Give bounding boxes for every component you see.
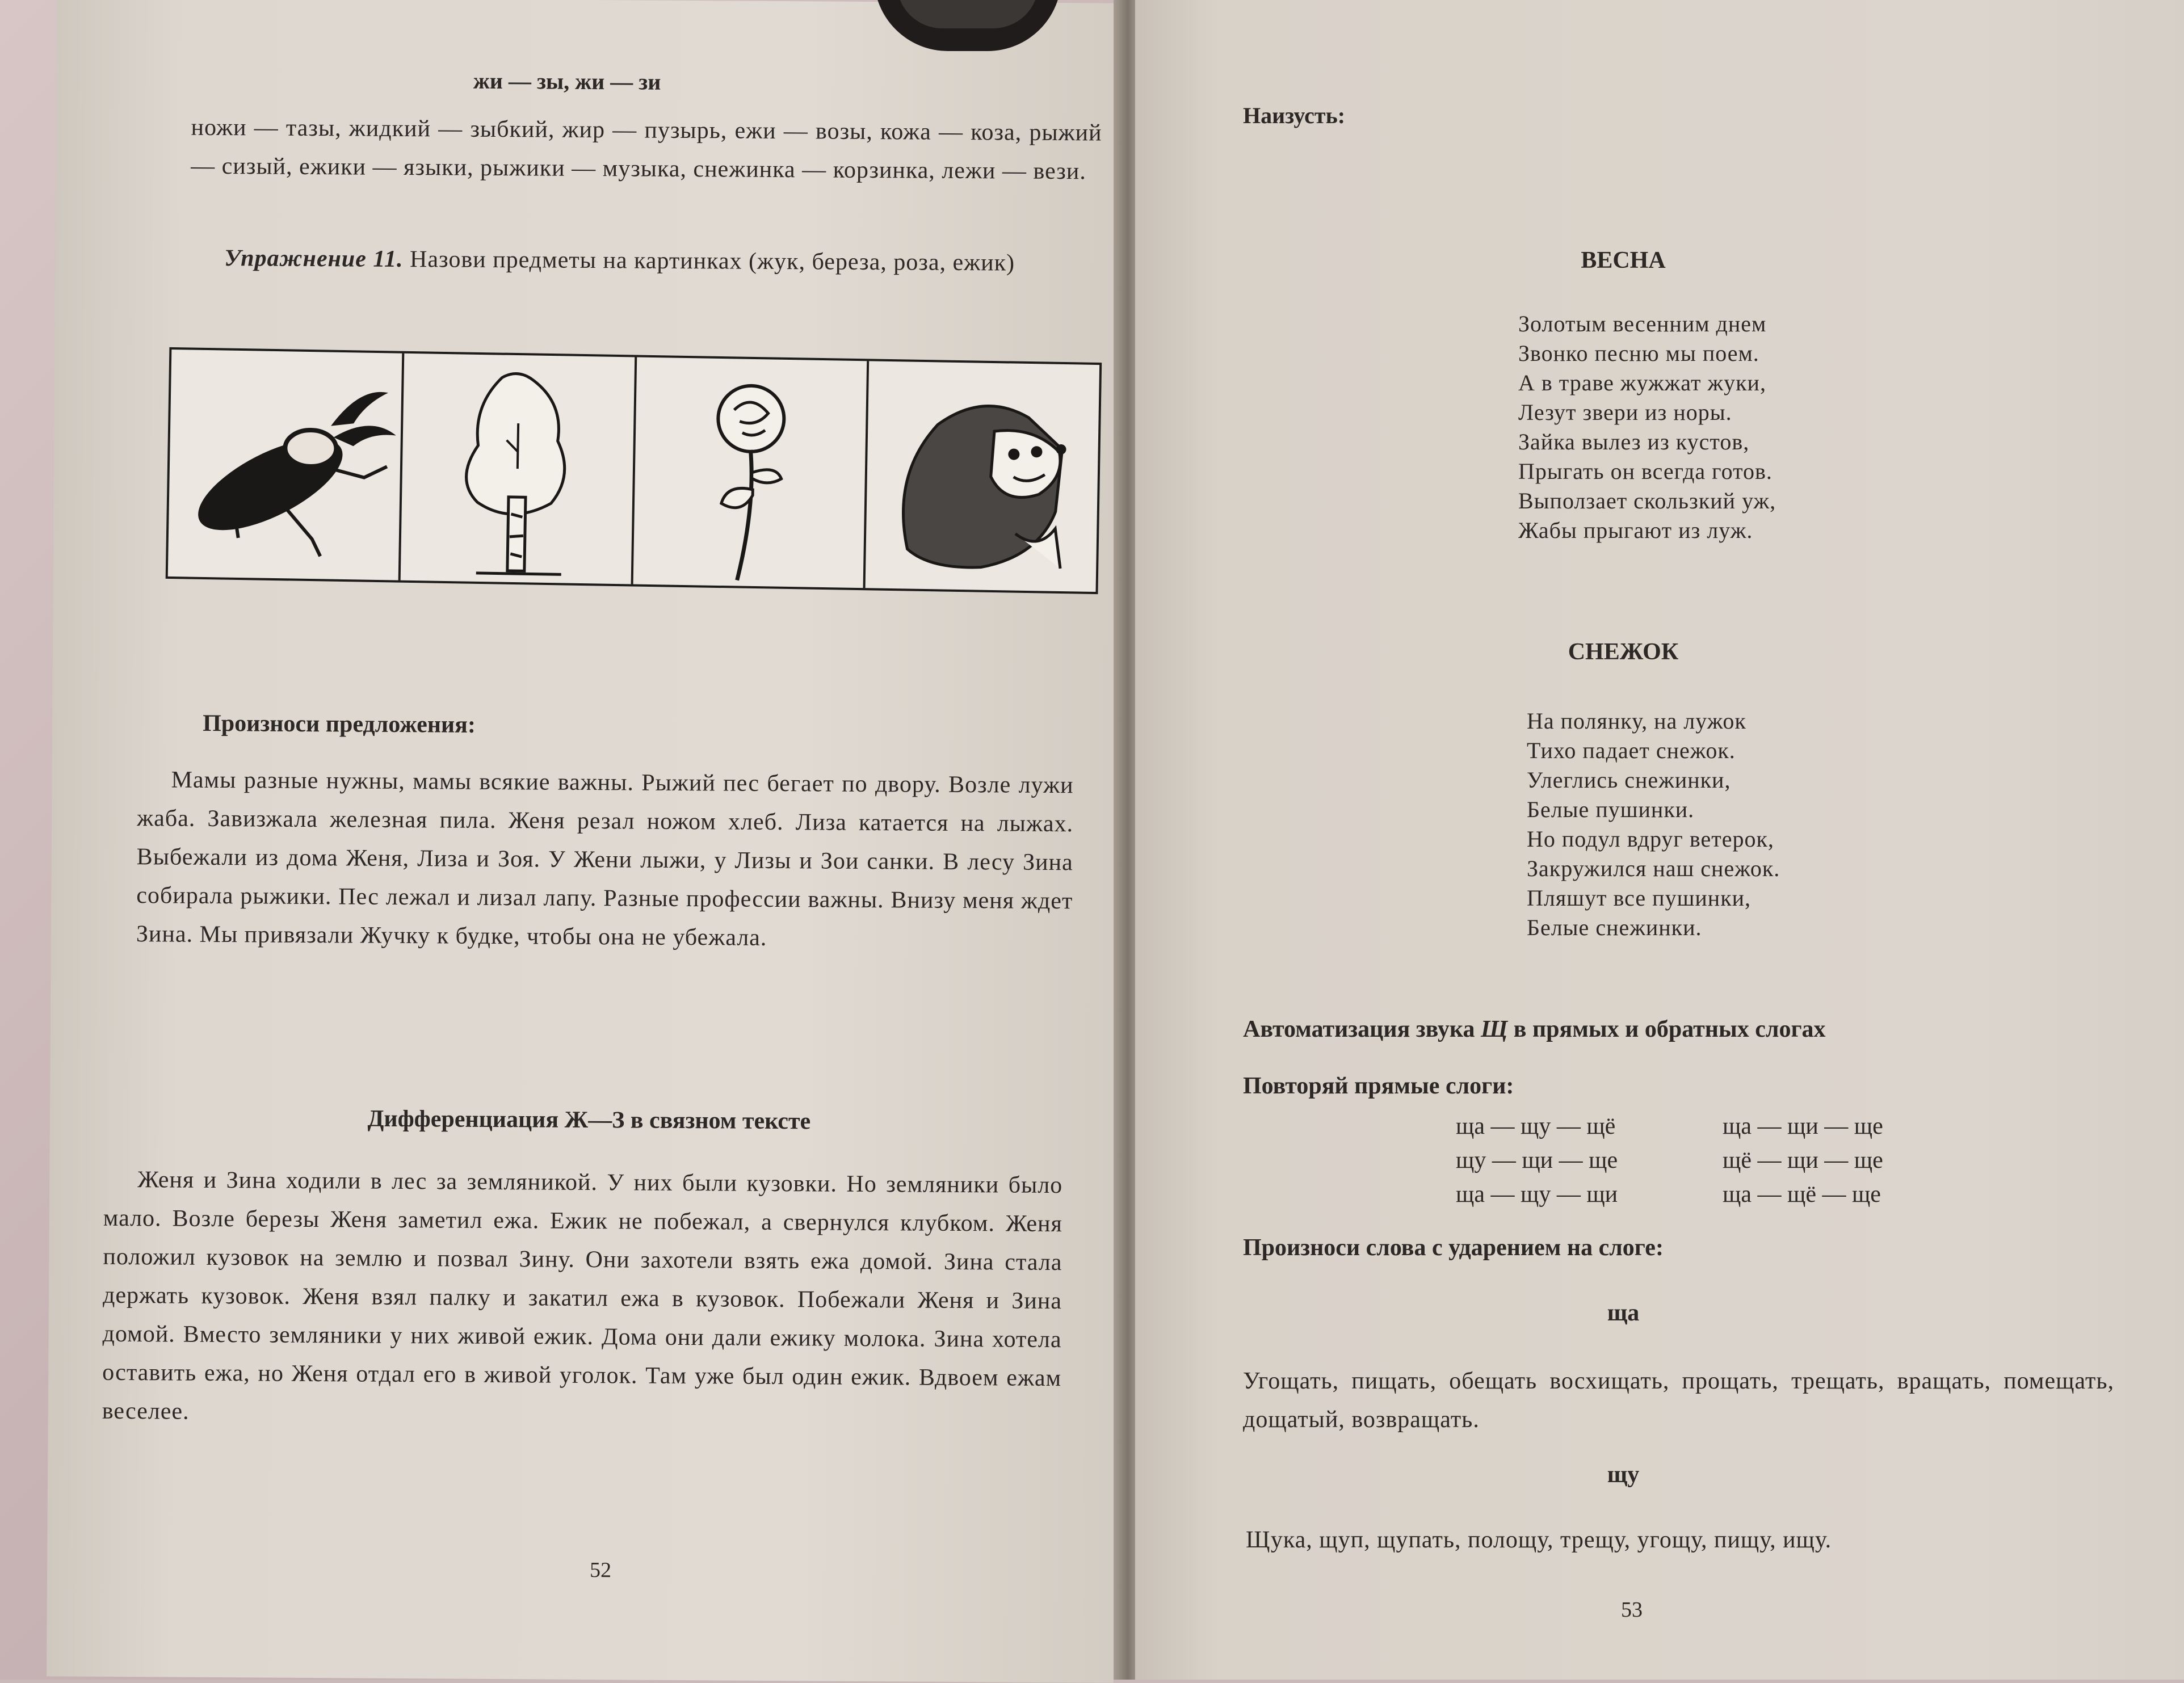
poem-vesna-title: ВЕСНА (1581, 247, 1666, 274)
automation-heading-pre: Автоматизация звука (1243, 1016, 1481, 1042)
hedgehog-icon (866, 361, 1099, 592)
left-page-heading: жи — зы, жи — зи (473, 68, 661, 95)
syllable-sha-heading: ща (1607, 1300, 1640, 1326)
poem-line: Тихо падает снежок. (1527, 738, 1736, 763)
exercise-label: Упражнение 11. (224, 245, 404, 272)
poem-line: Жабы прыгают из луж. (1518, 517, 1753, 543)
syllable-cell: ща — щё — ще (1723, 1181, 1881, 1207)
syllable-cell: ща — щу — щи (1456, 1181, 1618, 1207)
picture-beetle (168, 350, 404, 580)
birch-icon (400, 354, 634, 584)
page-number-right: 53 (1621, 1598, 1643, 1622)
words-shu: Щука, щуп, щупать, полощу, трещу, угощу, пищу, ищу. (1246, 1527, 1832, 1553)
poem-line: Белые снежинки. (1527, 915, 1702, 940)
differentiation-text: Женя и Зина ходили в лес за земляникой. У них были кузовки. Но земляники было мало. Возле березы Женя заметил ежа. Ежик не побежал, а свернулся клубком. Женя положил кузовок на землю и позвал Зину. Они захотели взять ежа домой. Зина стала держать кузовок. Женя взял палку и закатил ежа в кузовок. Побежали Женя и Зина домой. Вместо земляники у них живой ежик. Дома они дали ежику молока. Зина хотела оставить ежа, но Женя отдал его в живой уголок. Там уже был один ежик. Вдвоем ежам веселее. (102, 1167, 1063, 1425)
syllables-table (1456, 1109, 1967, 1211)
words-sha: Угощать, пищать, обещать восхищать, прощать, трещать, вращать, помещать, дощатый, возвращать. (1243, 1368, 2114, 1433)
memorize-label: Наизусть: (1243, 103, 1346, 128)
poem-line: Зайка вылез из кустов, (1518, 429, 1750, 455)
poem-line: Прыгать он всегда готов. (1518, 458, 1773, 484)
page-number-left: 52 (589, 1558, 612, 1583)
poem-line: Но подул вдруг ветерок, (1527, 826, 1774, 852)
automation-heading (1243, 1016, 2151, 1043)
syllable-row (1456, 1109, 1967, 1143)
poem-line: Лезут звери из норы. (1518, 399, 1732, 425)
intro-words: ножи — тазы, жидкий — зыбкий, жир — пузырь, ежи — возы, кожа — коза, рыжий — сизый, ежики — языки, рыжики — музыка, снежинка — корзинка, лежи — вези. (191, 114, 1102, 185)
poem-line: На полянку, на лужок (1527, 708, 1746, 734)
syllable-cell: ща — щи — ще (1723, 1113, 1883, 1139)
poem-line: Звонко песню мы поем. (1518, 340, 1759, 366)
stress-heading: Произноси слова с ударением на слоге: (1243, 1235, 1664, 1261)
picture-strip (166, 347, 1102, 594)
rose-icon (633, 357, 867, 588)
picture-hedgehog (866, 361, 1099, 592)
syllable-cell: щу — щи — ще (1456, 1147, 1618, 1173)
poem-line: Закружился наш снежок. (1527, 856, 1780, 881)
automation-heading-post: в прямых и обратных слогах (1507, 1016, 1826, 1042)
syllable-row (1456, 1143, 1967, 1177)
poem-line: А в траве жужжат жуки, (1518, 370, 1766, 395)
left-page (47, 0, 1124, 1683)
poem-line: Выползает скользкий уж, (1518, 488, 1776, 514)
poem-line: Улеглись снежинки, (1527, 767, 1731, 793)
syllable-shu-heading: щу (1607, 1462, 1640, 1488)
poem-snezhok (1527, 706, 1924, 943)
poem-vesna (1518, 309, 1916, 545)
poem-line: Золотым весенним днем (1518, 311, 1767, 336)
repeat-syllables-heading: Повторяй прямые слоги: (1243, 1073, 1514, 1099)
beetle-icon (168, 350, 402, 580)
sentences-heading: Произноси предложения: (203, 710, 476, 738)
syllable-cell: ща — щу — щё (1456, 1113, 1616, 1139)
poem-snezhok-title: СНЕЖОК (1568, 639, 1679, 665)
right-page (1135, 0, 2184, 1680)
picture-birch (400, 354, 636, 584)
syllable-cell: щё — щи — ще (1723, 1147, 1883, 1173)
exercise-text: Назови предметы на картинках (жук, береза, роза, ежик) (403, 246, 1015, 276)
automation-heading-letter: Щ (1481, 1016, 1508, 1042)
poem-line: Пляшут все пушинки, (1527, 885, 1752, 911)
syllable-row (1456, 1177, 1967, 1211)
sentences-text: Мамы разные нужны, мамы всякие важны. Рыжий пес бегает по двору. Возле лужи жаба. Завизжала железная пила. Женя резал ножом хлеб. Лиза катается на лыжах. Выбежали из дома Женя, Лиза и Зоя. У Жени лыжи, у Лизы и Зои санки. В лесу Зина собирала рыжики. Пес лежал и лизал лапу. Разные профессии важны. Внизу меня ждет Зина. Мы привязали Жучку к будке, чтобы она не убежала. (136, 767, 1074, 951)
exercise-11 (190, 239, 1101, 283)
differentiation-heading: Дифференциация Ж—З в связном тексте (367, 1105, 811, 1135)
poem-line: Белые пушинки. (1527, 797, 1695, 822)
picture-rose (633, 357, 869, 588)
